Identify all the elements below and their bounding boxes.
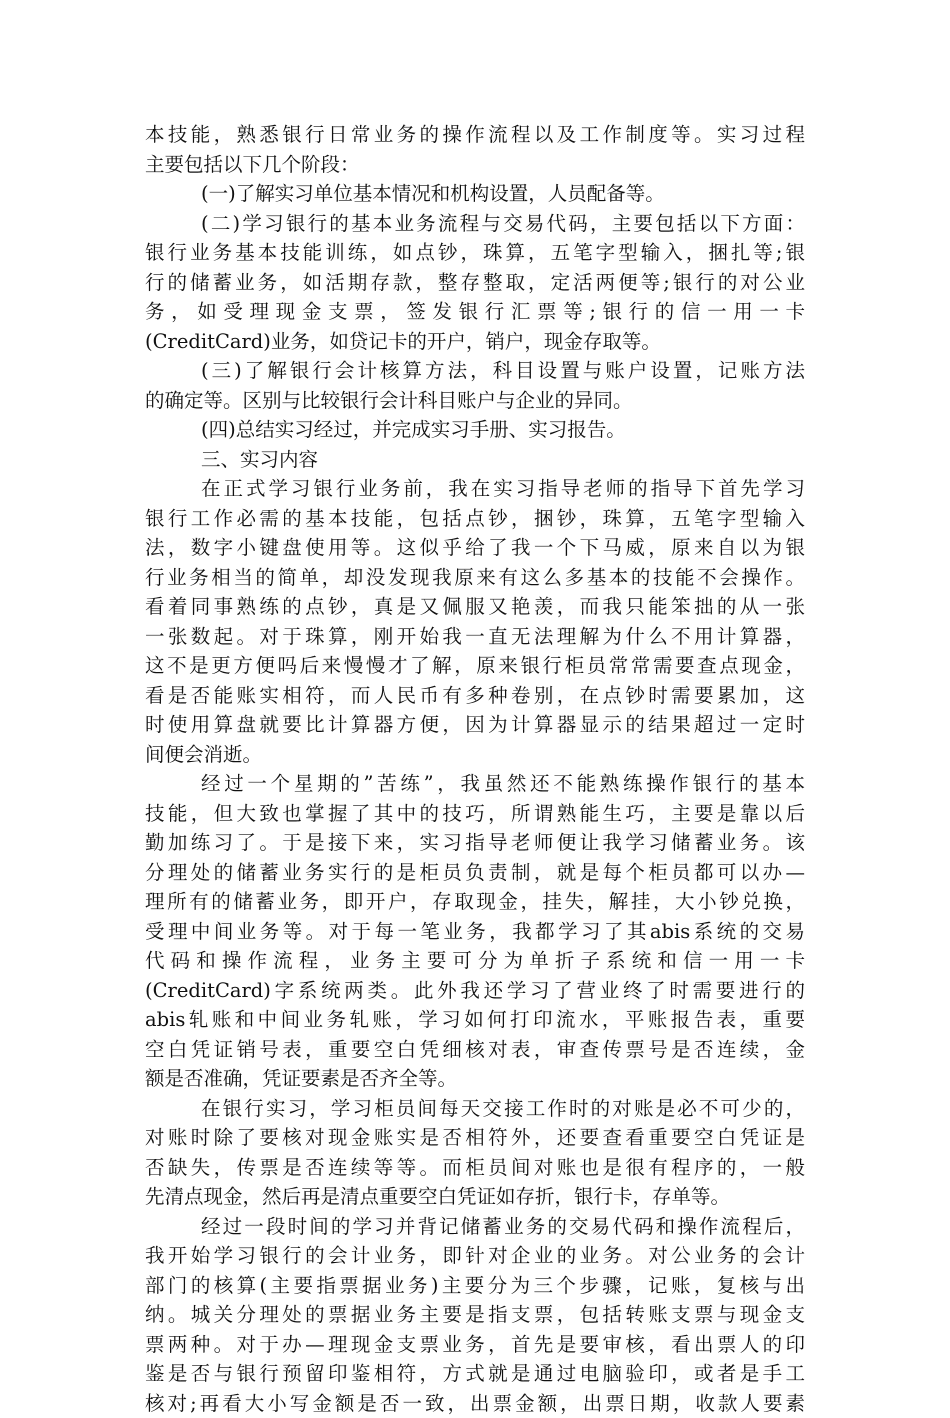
text-line: 在正式学习银行业务前，我在实习指导老师的指导下首先学习	[145, 474, 805, 504]
text-line: abis轧账和中间业务轧账，学习如何打印流水，平账报告表，重要	[145, 1005, 805, 1035]
text-line: 空白凭证销号表，重要空白凭细核对表，审查传票号是否连续，金	[145, 1035, 805, 1065]
text-line: 这不是更方便吗后来慢慢才了解，原来银行柜员常常需要查点现金，	[145, 651, 805, 681]
text-line: 看着同事熟练的点钞，真是又佩服又艳羡，而我只能笨拙的从一张	[145, 592, 805, 622]
text-line: 银行业务基本技能训练，如点钞，珠算，五笔字型输入，捆扎等;银	[145, 238, 805, 268]
text-line: (四)总结实习经过，并完成实习手册、实习报告。	[145, 415, 805, 445]
text-line: 受理中间业务等。对于每一笔业务，我都学习了其abis系统的交易	[145, 917, 805, 947]
text-line: 理所有的储蓄业务，即开户，存取现金，挂失，解挂，大小钞兑换，	[145, 887, 805, 917]
text-line: (三)了解银行会计核算方法，科目设置与账户设置，记账方法	[145, 356, 805, 386]
text-line: 间便会消逝。	[145, 740, 805, 770]
text-line: 行的储蓄业务，如活期存款，整存整取，定活两便等;银行的对公业	[145, 268, 805, 298]
text-line: 时使用算盘就要比计算器方便，因为计算器显示的结果超过一定时	[145, 710, 805, 740]
text-line: 票两种。对于办—理现金支票业务，首先是要审核，看出票人的印	[145, 1330, 805, 1360]
text-line: 在银行实习，学习柜员间每天交接工作时的对账是必不可少的，	[145, 1094, 805, 1124]
text-line: (CreditCard)业务，如贷记卡的开户，销户，现金存取等。	[145, 327, 805, 357]
text-line: 否缺失，传票是否连续等等。而柜员间对账也是很有程序的，一般	[145, 1153, 805, 1183]
text-line: 主要包括以下几个阶段：	[145, 150, 805, 180]
text-line: 三、实习内容	[145, 445, 805, 475]
text-line: 行业务相当的简单，却没发现我原来有这么多基本的技能不会操作。	[145, 563, 805, 593]
text-line: 经过一个星期的”苦练”，我虽然还不能熟练操作银行的基本	[145, 769, 805, 799]
text-line: 核对;再看大小写金额是否一致，出票金额，出票日期，收款人要素	[145, 1389, 805, 1418]
text-line: 经过一段时间的学习并背记储蓄业务的交易代码和操作流程后，	[145, 1212, 805, 1242]
text-line: 分理处的储蓄业务实行的是柜员负责制，就是每个柜员都可以办—	[145, 858, 805, 888]
document-page	[145, 120, 805, 1418]
text-line: 先清点现金，然后再是清点重要空白凭证如存折，银行卡，存单等。	[145, 1182, 805, 1212]
text-line: 纳。城关分理处的票据业务主要是指支票，包括转账支票与现金支	[145, 1300, 805, 1330]
text-line: 部门的核算(主要指票据业务)主要分为三个步骤，记账，复核与出	[145, 1271, 805, 1301]
text-line: 对账时除了要核对现金账实是否相符外，还要查看重要空白凭证是	[145, 1123, 805, 1153]
text-line: 看是否能账实相符，而人民币有多种卷别，在点钞时需要累加，这	[145, 681, 805, 711]
text-line: 鉴是否与银行预留印鉴相符，方式就是通过电脑验印，或者是手工	[145, 1359, 805, 1389]
text-line: 银行工作必需的基本技能，包括点钞，捆钞，珠算，五笔字型输入	[145, 504, 805, 534]
text-line: (CreditCard)字系统两类。此外我还学习了营业终了时需要进行的	[145, 976, 805, 1006]
text-line: 代码和操作流程，业务主要可分为单折子系统和信一用一卡	[145, 946, 805, 976]
text-line: 的确定等。区别与比较银行会计科目账户与企业的异同。	[145, 386, 805, 416]
text-line: 法，数字小键盘使用等。这似乎给了我一个下马威，原来自以为银	[145, 533, 805, 563]
text-line: 技能，但大致也掌握了其中的技巧，所谓熟能生巧，主要是靠以后	[145, 799, 805, 829]
text-line: (一)了解实习单位基本情况和机构设置，人员配备等。	[145, 179, 805, 209]
text-line: 我开始学习银行的会计业务，即针对企业的业务。对公业务的会计	[145, 1241, 805, 1271]
text-line: (二)学习银行的基本业务流程与交易代码，主要包括以下方面：	[145, 209, 805, 239]
text-line: 务，如受理现金支票，签发银行汇票等;银行的信一用一卡	[145, 297, 805, 327]
text-line: 额是否准确，凭证要素是否齐全等。	[145, 1064, 805, 1094]
text-line: 本技能，熟悉银行日常业务的操作流程以及工作制度等。实习过程	[145, 120, 805, 150]
text-line: 勤加练习了。于是接下来，实习指导老师便让我学习储蓄业务。该	[145, 828, 805, 858]
text-line: 一张数起。对于珠算，刚开始我一直无法理解为什么不用计算器，	[145, 622, 805, 652]
